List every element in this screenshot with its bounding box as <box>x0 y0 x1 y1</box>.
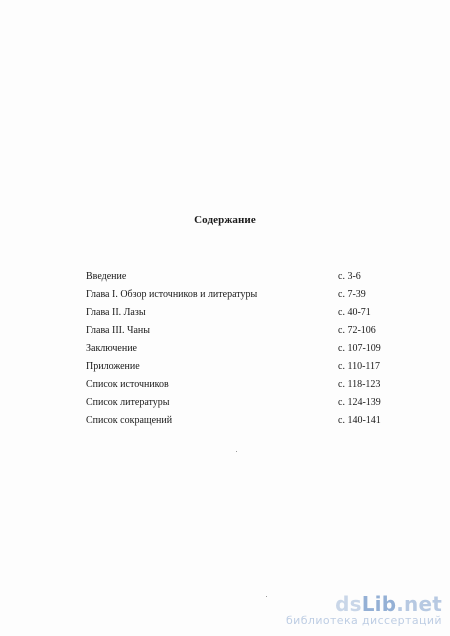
watermark <box>286 594 442 628</box>
toc-entry-pages: с. 7-39 <box>338 289 366 300</box>
scan-speck <box>236 451 237 452</box>
toc-entry-label: Заключение <box>86 343 137 354</box>
toc-entry-label: Глава II. Лазы <box>86 307 146 318</box>
watermark-tagline: библиотека диссертаций <box>285 614 442 627</box>
toc-entry-label: Список сокращений <box>86 415 173 426</box>
toc-entry-label: Глава I. Обзор источников и литературы <box>86 289 258 300</box>
toc-entry-pages: с. 72-106 <box>338 325 376 336</box>
toc-entry-label: Глава III. Чаны <box>86 325 150 336</box>
toc-entry <box>86 268 406 286</box>
toc-entry-pages: с. 110-117 <box>338 361 381 372</box>
toc-entry-pages: с. 118-123 <box>338 379 381 390</box>
toc-entry-pages: с. 124-139 <box>338 397 381 408</box>
toc-entry-pages: с. 40-71 <box>338 307 371 318</box>
toc-entry <box>86 304 406 322</box>
toc-entry-pages: с. 3-6 <box>338 271 361 282</box>
toc-entry-label: Введение <box>86 271 127 282</box>
toc-entry-pages: с. 140-141 <box>338 415 381 426</box>
toc-entry <box>86 340 406 358</box>
scan-speck <box>266 596 267 597</box>
toc-entry <box>86 286 406 304</box>
toc-entry-label: Приложение <box>86 361 140 372</box>
toc-entry-label: Список источников <box>86 379 169 390</box>
watermark-logo: dsLib.net <box>335 592 442 616</box>
toc-entry <box>86 322 406 340</box>
toc-entry <box>86 376 406 394</box>
table-of-contents <box>86 268 406 430</box>
toc-entry <box>86 394 406 412</box>
toc-entry <box>86 412 406 430</box>
page-title: Содержание <box>194 214 256 226</box>
toc-entry-pages: с. 107-109 <box>338 343 381 354</box>
toc-entry <box>86 358 406 376</box>
toc-entry-label: Список литературы <box>86 397 170 408</box>
